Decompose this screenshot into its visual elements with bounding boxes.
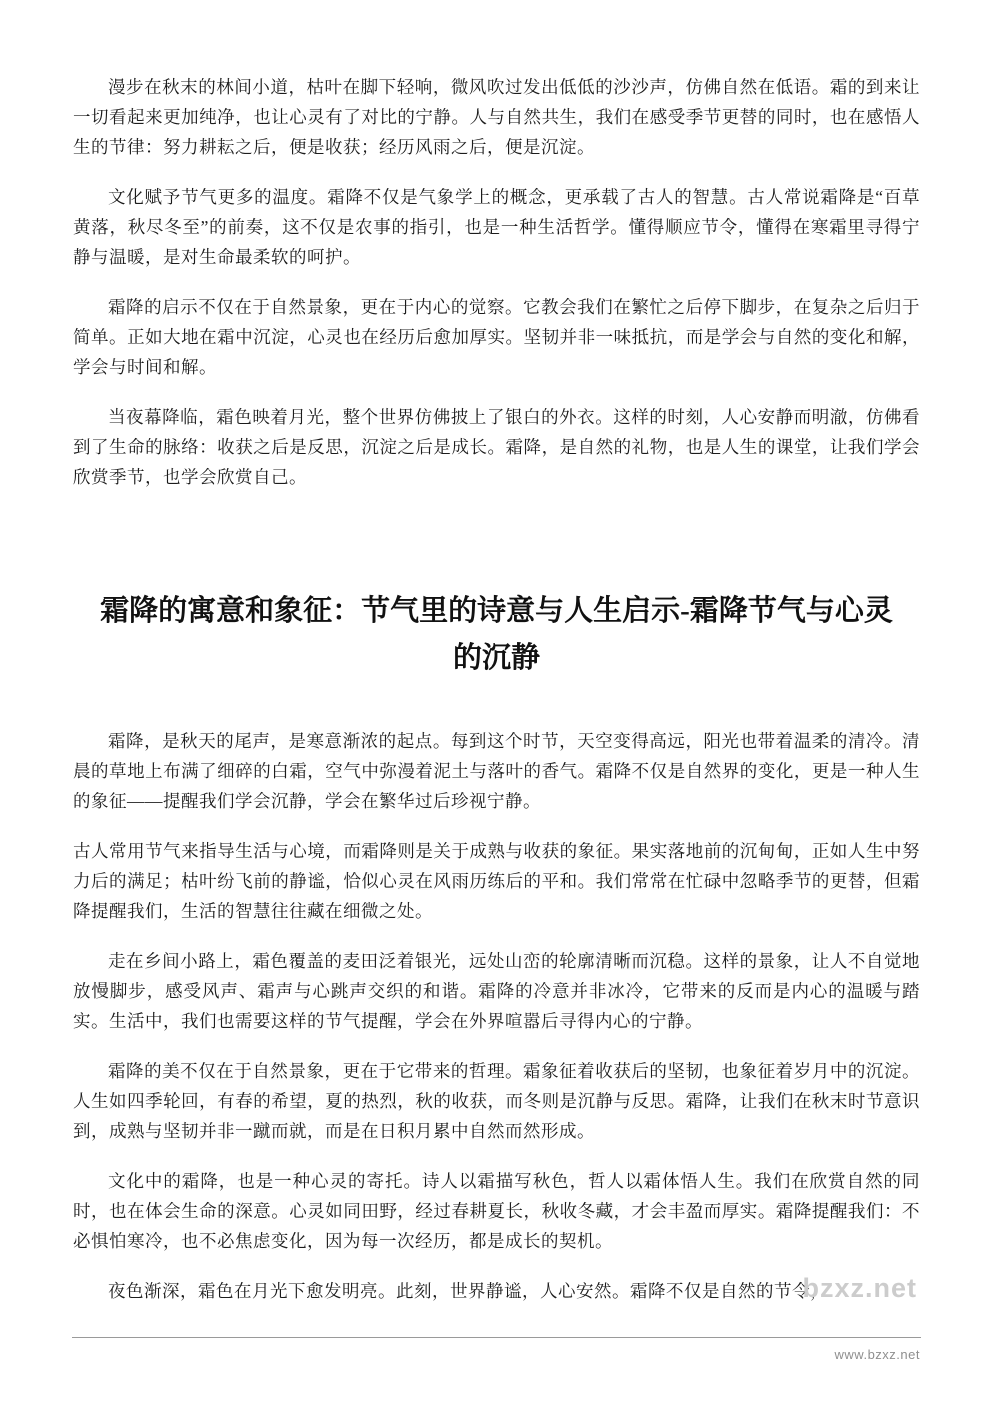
intro-paragraph-3: 霜降的启示不仅在于自然景象，更在于内心的觉察。它教会我们在繁忙之后停下脚步，在复杂之后归于简单。正如大地在霜中沉淀，心灵也在经历后愈加厚实。坚韧并非一味抵抗，而是学会与自然的变化和解，学会与时间和解。	[73, 297, 920, 377]
body-paragraph-4: 霜降的美不仅在于自然景象，更在于它带来的哲理。霜象征着收获后的坚韧，也象征着岁月中的沉淀。人生如四季轮回，有春的希望，夏的热烈，秋的收获，而冬则是沉静与反思。霜降，让我们在秋末时节意识到，成熟与坚韧并非一蹴而就，而是在日积月累中自然而然形成。	[73, 1061, 920, 1141]
intro-paragraph-2: 文化赋予节气更多的温度。霜降不仅是气象学上的概念，更承载了古人的智慧。古人常说霜降是“百草黄落，秋尽冬至”的前奏，这不仅是农事的指引，也是一种生活哲学。懂得顺应节令，懂得在寒霜里寻得宁静与温暖，是对生命最柔软的呵护。	[73, 187, 920, 267]
body-paragraph-3: 走在乡间小路上，霜色覆盖的麦田泛着银光，远处山峦的轮廓清晰而沉稳。这样的景象，让人不自觉地放慢脚步，感受风声、霜声与心跳声交织的和谐。霜降的冷意并非冰冷，它带来的反而是内心的温暖与踏实。生活中，我们也需要这样的节气提醒，学会在外界喧嚣后寻得内心的宁静。	[73, 951, 920, 1031]
intro-paragraph-1: 漫步在秋末的林间小道，枯叶在脚下轻响，微风吹过发出低低的沙沙声，仿佛自然在低语。霜的到来让一切看起来更加纯净，也让心灵有了对比的宁静。人与自然共生，我们在感受季节更替的同时，也在感悟人生的节律：努力耕耘之后，便是收获；经历风雨之后，便是沉淀。	[73, 77, 920, 157]
article-title: 霜降的寓意和象征：节气里的诗意与人生启示-霜降节气与心灵的沉静	[100, 595, 893, 674]
body-paragraph-5: 文化中的霜降，也是一种心灵的寄托。诗人以霜描写秋色，哲人以霜体悟人生。我们在欣赏自然的同时，也在体会生命的深意。心灵如同田野，经过春耕夏长，秋收冬藏，才会丰盈而厚实。霜降提醒我们：不必惧怕寒冷，也不必焦虑变化，因为每一次经历，都是成长的契机。	[73, 1171, 920, 1251]
body-paragraph-1: 霜降，是秋天的尾声，是寒意渐浓的起点。每到这个时节，天空变得高远，阳光也带着温柔的清冷。清晨的草地上布满了细碎的白霜，空气中弥漫着泥土与落叶的香气。霜降不仅是自然界的变化，更是一种人生的象征——提醒我们学会沉静，学会在繁华过后珍视宁静。	[73, 731, 920, 811]
body-paragraph-2: 古人常用节气来指导生活与心境，而霜降则是关于成熟与收获的象征。果实落地前的沉甸甸，正如人生中努力后的满足；枯叶纷飞前的静谧，恰似心灵在风雨历练后的平和。我们常常在忙碌中忽略季节的更替，但霜降提醒我们，生活的智慧往往藏在细微之处。	[73, 841, 920, 921]
intro-paragraph-4: 当夜幕降临，霜色映着月光，整个世界仿佛披上了银白的外衣。这样的时刻，人心安静而明澈，仿佛看到了生命的脉络：收获之后是反思，沉淀之后是成长。霜降，是自然的礼物，也是人生的课堂，让我们学会欣赏季节，也学会欣赏自己。	[73, 407, 920, 487]
footer-url: www.bzxz.net	[834, 1347, 920, 1362]
body-paragraph-6: 夜色渐深，霜色在月光下愈发明亮。此刻，世界静谧，人心安然。霜降不仅是自然的节令，	[108, 1281, 828, 1301]
footer-divider	[72, 1337, 921, 1338]
watermark-text: bzxz.net	[802, 1273, 917, 1303]
